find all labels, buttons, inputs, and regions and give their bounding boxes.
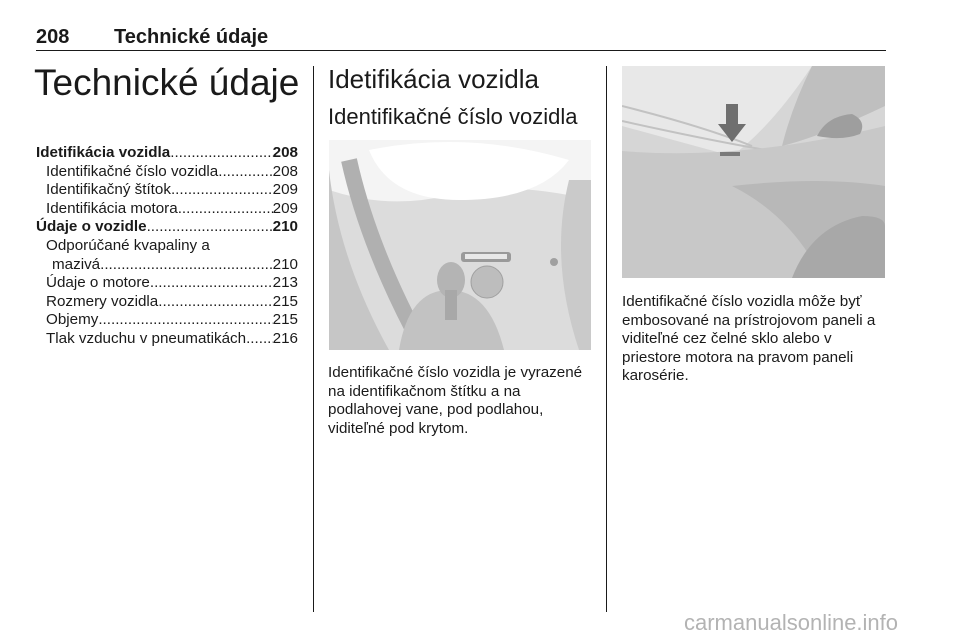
- header-title: Technické údaje: [114, 26, 269, 48]
- toc-entry[interactable]: [36, 256, 298, 275]
- toc-leader-dots: [170, 144, 272, 163]
- toc-entry-label: Identifikácia motora: [46, 199, 178, 217]
- toc-entry-page: 209: [272, 181, 298, 199]
- toc-entry-label: Údaje o vozidle: [36, 218, 147, 236]
- text-line: viditeľné cez čelné sklo alebo v: [622, 330, 832, 348]
- toc-entry-page: 208: [272, 144, 298, 161]
- toc-leader-dots: [171, 181, 273, 200]
- text-line: priestore motora na pravom paneli: [622, 348, 854, 366]
- chapter-title: Technické údaje: [34, 62, 300, 103]
- windshield-drawing: [622, 66, 885, 278]
- toc-leader-dots: [98, 311, 272, 330]
- header-rule: [36, 50, 886, 51]
- text-line: viditeľné pod krytom.: [328, 419, 469, 437]
- toc-leader-dots: [246, 330, 273, 349]
- toc-entry[interactable]: [36, 237, 298, 256]
- toc-entry-page: 215: [272, 292, 298, 310]
- section-title: Idetifikácia vozidla: [328, 64, 539, 94]
- toc-entry[interactable]: [36, 181, 298, 200]
- toc-leader-dots: [100, 256, 273, 275]
- text-line: Identifikačné číslo vozidla môže byť: [622, 293, 862, 310]
- text-line: na identifikačnom štítku a na: [328, 382, 521, 400]
- interior-illustration: [329, 140, 591, 350]
- toc-entry-page: 213: [272, 274, 298, 292]
- toc-entry-label: Tlak vzduchu v pneumatikách: [46, 329, 247, 347]
- toc-entry-page: 210: [272, 218, 298, 236]
- toc-entry[interactable]: [36, 293, 298, 312]
- paragraph-vin-floor: [328, 364, 598, 438]
- table-of-contents: [36, 144, 298, 349]
- toc-entry[interactable]: [36, 218, 298, 237]
- toc-entry-page: 210: [272, 255, 298, 273]
- section-subtitle: Identifikačné číslo vozidla: [328, 104, 578, 129]
- toc-leader-dots: [218, 163, 272, 182]
- column-divider-right: [606, 66, 607, 612]
- paragraph-vin-dashboard: [622, 293, 892, 386]
- toc-leader-dots: [147, 218, 273, 237]
- toc-entry-page: 209: [272, 199, 298, 217]
- toc-leader-dots: [150, 274, 273, 293]
- text-line: karosérie.: [622, 367, 689, 385]
- windshield-illustration: [622, 66, 885, 278]
- toc-entry-label: mazivá: [52, 255, 101, 273]
- toc-entry-label: Identifikačný štítok: [46, 181, 171, 199]
- text-line: embosované na prístrojovom paneli a: [622, 311, 876, 329]
- toc-entry[interactable]: [36, 200, 298, 219]
- toc-entry[interactable]: [36, 163, 298, 182]
- toc-leader-dots: [158, 293, 272, 312]
- toc-entry-label: Objemy: [46, 311, 99, 329]
- toc-entry[interactable]: [36, 311, 298, 330]
- interior-drawing: [329, 140, 591, 350]
- column-divider-left: [313, 66, 314, 612]
- text-line: Identifikačné číslo vozidla je vyrazené: [328, 364, 583, 381]
- toc-entry[interactable]: [36, 144, 298, 163]
- toc-leader-dots: [178, 200, 273, 219]
- text-line: podlahovej vane, pod podlahou,: [328, 401, 544, 419]
- toc-entry-label: Identifikačné číslo vozidla: [46, 162, 219, 180]
- toc-entry-label: Odporúčané kvapaliny a: [46, 236, 210, 254]
- toc-entry[interactable]: [36, 274, 298, 293]
- toc-entry-page: 215: [272, 311, 298, 329]
- toc-entry-page: 216: [272, 329, 298, 347]
- toc-entry-label: Idetifikácia vozidla: [36, 144, 171, 161]
- toc-entry-page: 208: [272, 162, 298, 180]
- page-number: 208: [36, 26, 70, 48]
- toc-entry-label: Údaje o motore: [46, 274, 150, 292]
- toc-entry[interactable]: [36, 330, 298, 349]
- toc-entry-label: Rozmery vozidla: [46, 292, 159, 310]
- watermark: carmanualsonline.info: [684, 610, 899, 635]
